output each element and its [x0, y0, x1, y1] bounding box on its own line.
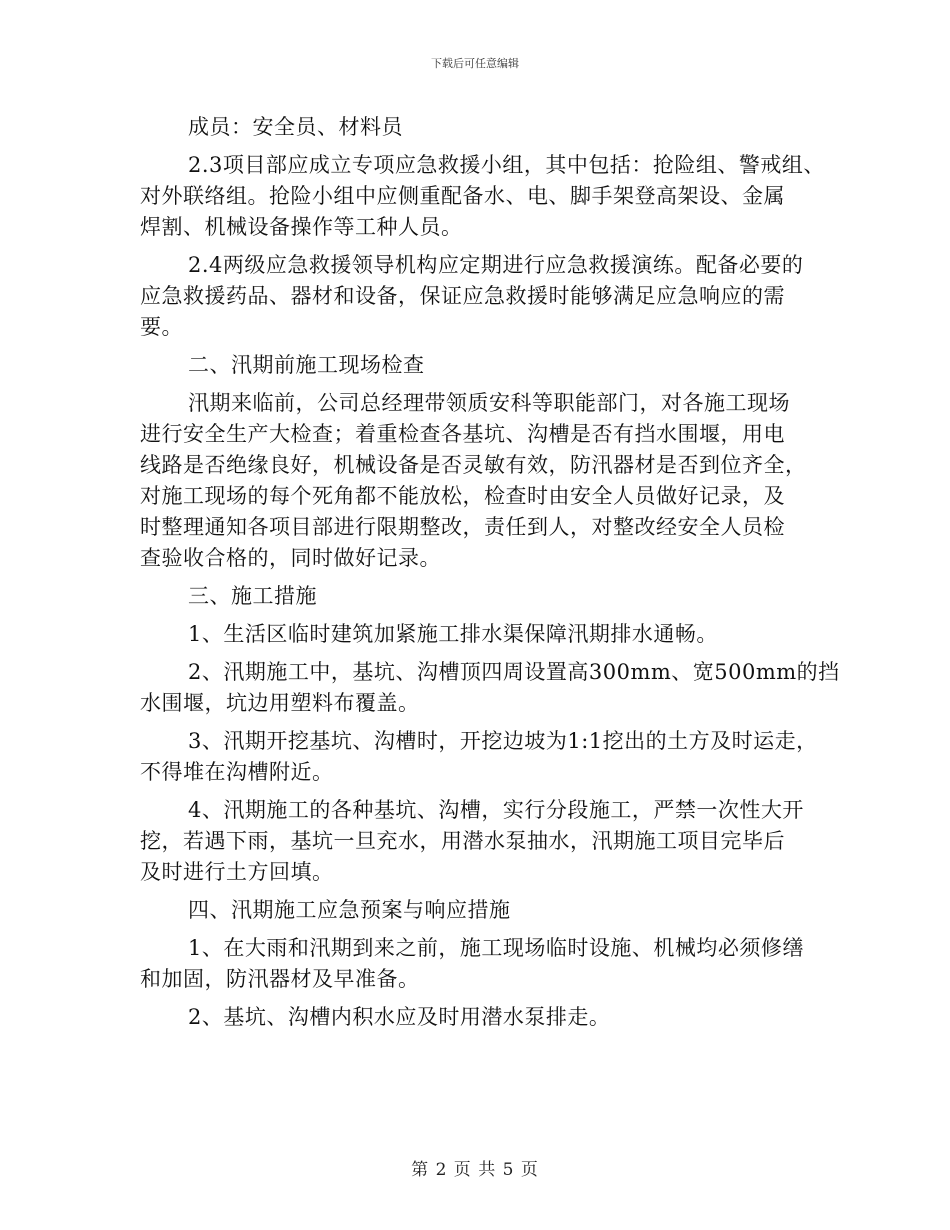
text-line: 四、汛期施工应急预案与响应措施: [188, 898, 511, 922]
paragraph: [140, 795, 820, 888]
text-line: 2.4两级应急救援领导机构应定期进行应急救援演练。配备必要的: [188, 253, 804, 277]
text-line: 2、汛期施工中，基坑、沟槽顶四周设置高300mm、宽500mm的挡: [188, 660, 840, 684]
paragraph: [140, 619, 820, 650]
text-line: 挖，若遇下雨，基坑一旦充水，用潜水泵抽水，汛期施工项目完毕后: [140, 829, 785, 853]
text-line: 和加固，防汛器材及早准备。: [140, 967, 420, 991]
paragraph-gap: [140, 995, 820, 1002]
paragraph-gap: [140, 888, 820, 895]
text-line: 要。: [140, 315, 183, 339]
paragraph-gap: [140, 1033, 820, 1040]
text-line: 及时进行土方回填。: [140, 860, 334, 884]
paragraph-gap: [140, 926, 820, 933]
paragraph-gap: [140, 719, 820, 726]
text-line: 4、汛期施工的各种基坑、沟槽，实行分段施工，严禁一次性大开: [188, 798, 804, 822]
text-line: 不得堆在沟槽附近。: [140, 760, 334, 784]
paragraph-gap: [140, 788, 820, 795]
paragraph: [140, 933, 820, 995]
paragraph: [140, 657, 840, 719]
document-body: [140, 112, 840, 1040]
paragraph: [140, 726, 820, 788]
paragraph: [140, 150, 825, 243]
paragraph-gap: [140, 143, 820, 150]
paragraph: [140, 581, 820, 612]
text-line: 水围堰，坑边用塑料布覆盖。: [140, 691, 420, 715]
page-number: 第 2 页 共 5 页: [411, 1160, 539, 1180]
paragraph-gap: [140, 243, 820, 250]
text-line: 2.3项目部应成立专项应急救援小组，其中包括：抢险组、警戒组、: [188, 153, 825, 177]
paragraph-gap: [140, 574, 820, 581]
text-line: 3、汛期开挖基坑、沟槽时，开挖边坡为1:1挖出的土方及时运走，: [188, 729, 818, 753]
text-line: 二、汛期前施工现场检查: [188, 353, 425, 377]
paragraph: [140, 1002, 820, 1033]
paragraph: [140, 895, 820, 926]
text-line: 查验收合格的，同时做好记录。: [140, 546, 441, 570]
paragraph-gap: [140, 343, 820, 350]
text-line: 对外联络组。抢险小组中应侧重配备水、电、脚手架登高架设、金属: [140, 184, 785, 208]
text-line: 时整理通知各项目部进行限期整改，责任到人，对整改经安全人员检: [140, 515, 785, 539]
text-line: 成员：安全员、材料员: [188, 115, 403, 139]
text-line: 焊割、机械设备操作等工种人员。: [140, 215, 463, 239]
paragraph-gap: [140, 612, 820, 619]
text-line: 三、施工措施: [188, 584, 317, 608]
text-line: 1、在大雨和汛期到来之前，施工现场临时设施、机械均必须修缮: [188, 936, 804, 960]
paragraph-gap: [140, 381, 820, 388]
paragraph: [140, 350, 820, 381]
text-line: 线路是否绝缘良好，机械设备是否灵敏有效，防汛器材是否到位齐全，: [140, 453, 807, 477]
text-line: 进行安全生产大检查；着重检查各基坑、沟槽是否有挡水围堰，用电: [140, 422, 785, 446]
text-line: 1、生活区临时建筑加紧施工排水渠保障汛期排水通畅。: [188, 622, 718, 646]
text-line: 应急救援药品、器材和设备，保证应急救援时能够满足应急响应的需: [140, 284, 785, 308]
text-line: 对施工现场的每个死角都不能放松，检查时由安全人员做好记录，及: [140, 484, 785, 508]
paragraph: [140, 388, 820, 574]
paragraph: [140, 250, 820, 343]
page-header: 下载后可任意编辑: [431, 57, 519, 70]
text-line: 2、基坑、沟槽内积水应及时用潜水泵排走。: [188, 1005, 611, 1029]
paragraph-gap: [140, 650, 820, 657]
paragraph: [140, 112, 820, 143]
text-line: 汛期来临前，公司总经理带领质安科等职能部门，对各施工现场: [188, 391, 790, 415]
